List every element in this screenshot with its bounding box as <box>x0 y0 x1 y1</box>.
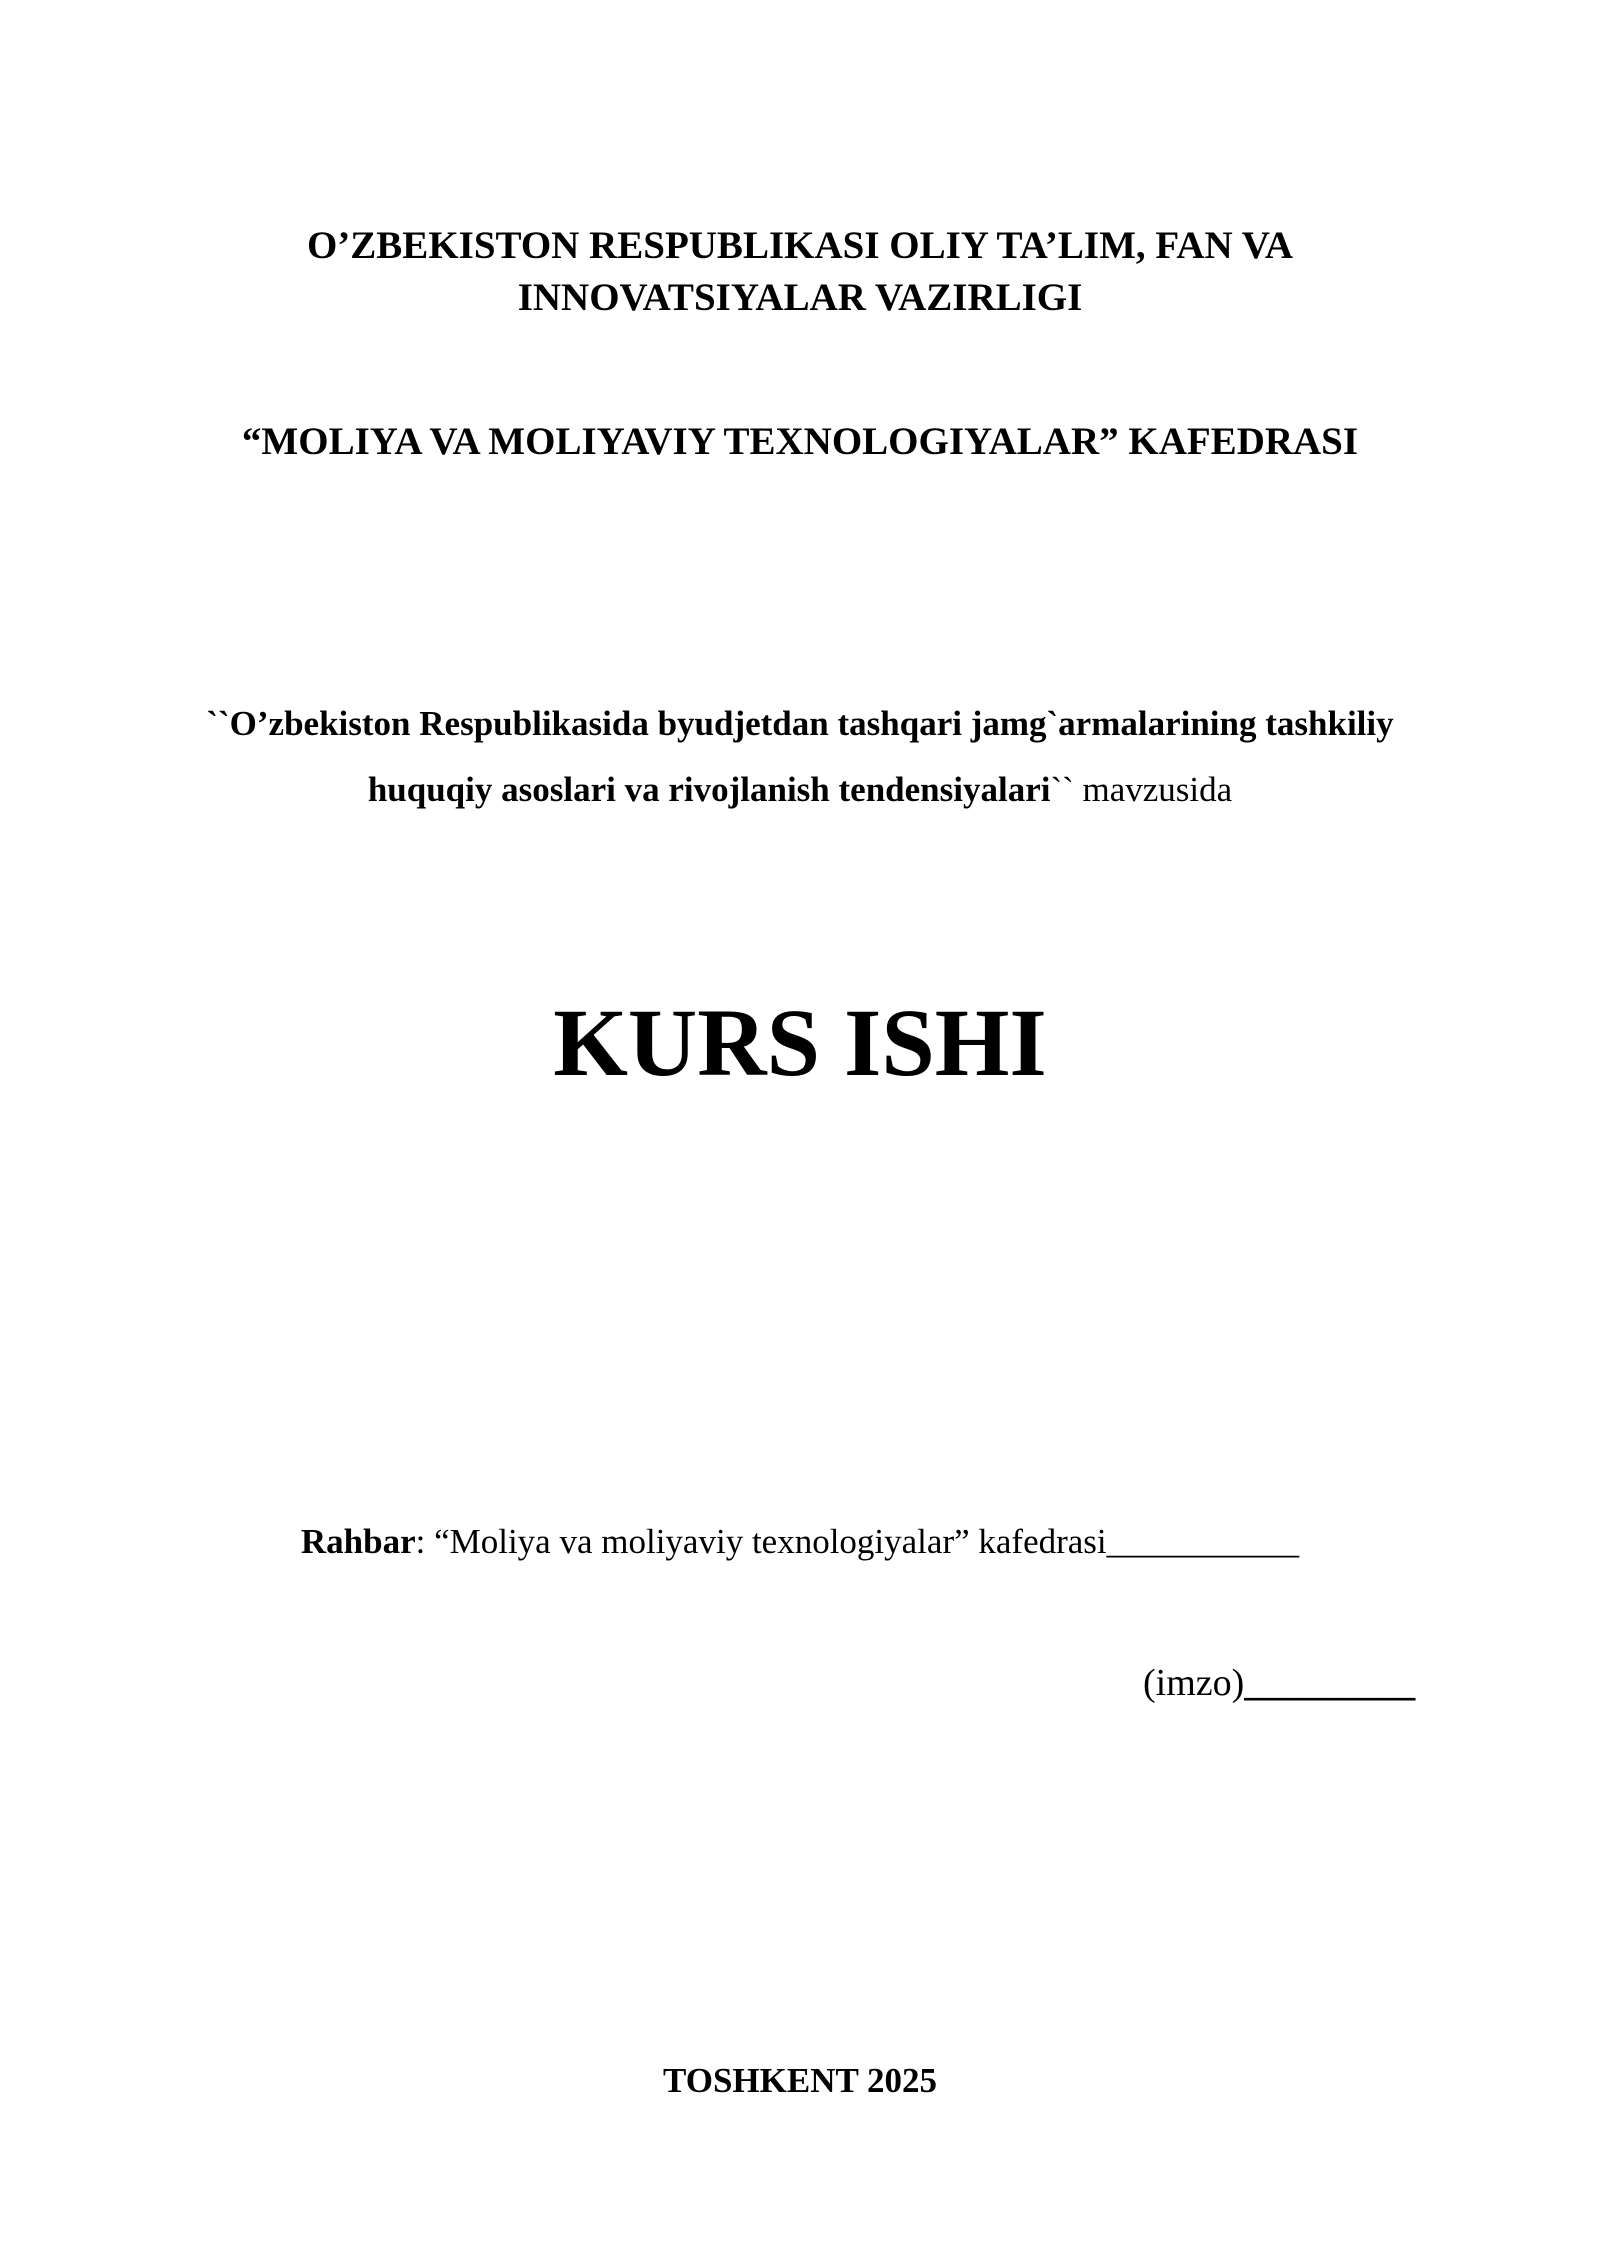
supervisor-line <box>0 1518 1600 1566</box>
city-year: TOSHKENT 2025 <box>663 2061 937 2100</box>
document-title: KURS ISHI <box>553 989 1047 1096</box>
topic-line-2-bold: huquqiy asoslari va rivojlanish tendensiyalari <box>367 770 1051 809</box>
supervisor-text: : “Moliya va moliyaviy texnologiyalar” kafedrasi___________ <box>415 1522 1300 1561</box>
department-name: “MOLIYA VA MOLIYAVIY TEXNOLOGIYALAR” KAFEDRASI <box>241 420 1359 463</box>
ministry-line-1: O’ZBEKISTON RESPUBLIKASI OLIY TA’LIM, FAN VA <box>306 224 1294 267</box>
topic-line-1: ``O’zbekiston Respublikasida byudjetdan tashqari jamg`armalarining tashkiliy <box>206 704 1394 743</box>
ministry-line-2: INNOVATSIYALAR VAZIRLIGI <box>517 276 1083 319</box>
supervisor-label: Rahbar <box>300 1522 416 1561</box>
signature-label: (imzo) <box>1143 1662 1245 1704</box>
signature-line <box>1143 1658 1415 1708</box>
topic-line-2-suffix: `` mavzusida <box>1050 770 1233 809</box>
topic-line-2 <box>0 766 1600 814</box>
signature-blank: _________ <box>1244 1662 1416 1704</box>
